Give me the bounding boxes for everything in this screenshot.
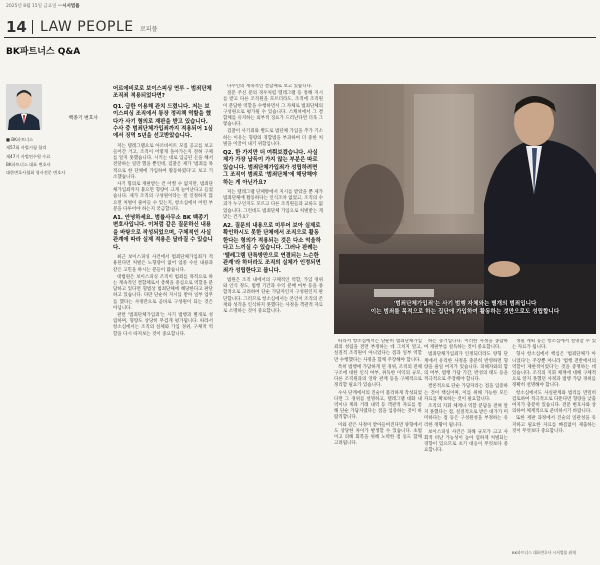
body-paragraph: 사기 혐의로 재판받는 건 어쩔 수 없지만, 범죄단체가입죄까지 붙으면 형량이 크게 늘어난다고 들었습니다. 제가 조직의 구성원이라는 걸 인정하지 않으면 처벌이 줄어들 수 있는지, 항소심에서 어떤 부분을 다투어야 하는지 궁금합니다. [113,182,213,212]
question-heading: Q1. 급한 이용해 관치 드렸니다. 저는 보이스피싱 조직에서 통장 정리책 역할을 했다가 사기 혐의로 재판을 받고 있습니다. 수사 중 범죄단체가입죄까지 적용되어 1심에서 징역 5년을 선고받았습니다. [113,103,213,140]
author-portrait [6,84,42,130]
body-paragraph: 최근 보이스피싱 사건에서 범죄단체가입죄가 적용된다면 처벌은 노형량이 없어 엄중 수신 내용과 같은 고민을 하시는 분들이 많습니다. [113,255,213,273]
question-heading: A1. 안녕하세요. 범률사무소 BK 백종기 변호사입니다. 이처럼 같은 질문하신 내용을 바탕으로 작성되었으며, 구체적인 사실관계에 따라 실제 적용은 달라질 수 있습니다. [113,215,213,251]
credential-item: 제57회 사법시험 합격 [6,145,47,151]
body-paragraph: 결론적으로 단순 가담자라는 점을 입증하는 것이 핵심이며, 이를 위해 가능한 모든 자료를 확보하는 것이 필요합니다. [424,384,508,402]
question-heading: A2. 질문의 내용으로 미루어 보아 실제로 확인하시도 못한 단체에서 조직으로 활동한다는 형의가 적용되는 것은 다소 억울하다고 느끼실 수 있습니다. 그러나 판례는 '텔레그램 단톡방만으로 연결되는 느슨한 관계'라 하더라도 조직의 실체가 인정되면 죄가 성립한다고 봅니다. [223,223,321,274]
body-paragraph: 따라서 항소심에서는 단순히 범죄단체가입죄의 성립을 전면 부정하는 데 그치지 말고, 실질적 조직원이 아니었다는 점과 일부 역할만 수행했다는 사정을 함께 주장해야 합니다. [334,339,422,363]
body-paragraph: 수사 단계에서의 진술이 불리하게 작성되었다면 그 경위를 설명하고, 텔레그램 대화 내역이나 계좌 거래 내역 등 객관적 자료를 통해 단순 가담자였다는 점을 입증하는 것이 바람직합니다. [334,390,422,421]
body-paragraph: 특히 범행에 가담하게 된 경위, 조직의 전체 구조에 대한 인식 여부, 취득한 이익의 규모, 다른 조직원과의 연락 관계 등을 구체적으로 정리할 필요가 있습니다. [334,364,422,389]
body-paragraph: 법원은 조직 내에서의 구체적인 역할, 가입 경위와 인식 정도, 범행 기간과 수익 분배 여부 등을 종합적으로 고려하여 단순 가담자인지 구성원인지 판단합니다. 그러므로 항소심에서는 본인이 조직의 존재와 성격을 인식하지 못했다는 사정을 객관적 자료로 소명하는 것이 중요합니다. [223,277,323,314]
article-photo [334,84,596,334]
article-column-1 [113,84,213,562]
photo-caption-line: 이는 범죄를 목적으로 하는 집단에 가입하여 활동하는 것만으로도 성립합니다 [370,309,560,315]
body-paragraph: 생될 계획 등은 항소심에서 설명할 수 있는 자료가 됩니다. [512,339,596,351]
body-paragraph: 형사 항소심에서 핵심은 '범죄단체가 아니었다'는 주장뿐 아니라 '범행 전반에서의 역할이 제한적이었다'는 것을 증명하는 데 있습니다. 조직의 지휘 체계에 대해 구체적으로 알지 못했던 사정과 범행 가담 경위를 정확히 설명해야 합니다. [512,352,596,389]
body-paragraph: 저는 텔레그램으로 아르바이트 모집 공고를 보고 들어간 거고, 조직이 어떻게 돌아가는지 전혀 구체를 알지 못했습니다. 시키는 대로 입금된 돈을 해서 전달하는 일만 했을 뿐인데, 검찰은 제가 '범죄를 목적으로 한 단체에 가입하여 활동하였다'고 보고 기소했습니다. [113,143,213,180]
article-column-4 [424,339,508,561]
paper-name: ㅡ시서법률 [57,4,80,9]
article-column-3 [334,339,422,561]
body-paragraph: 보이스피싱 사건은 피해 규모가 크고 사회적 비난 가능성이 높아 엄하게 처벌되는 경향이 있으므로 초기 대응이 무엇보다 중요합니다. [424,429,508,454]
credential-item: 대한변호사협회 형사전문 변호사 [6,170,66,176]
body-paragraph: 범죄단체가입죄가 인정되더라도 양형 단계에서 유리한 사정을 충분히 반영하면 형량을 줄일 여지가 있습니다. 피해자와의 합의 여부, 범행 가담 기간, 반성의 태도 등을 적극적으로 주장해야 합니다. [424,352,508,383]
body-paragraph: 조직의 지휘 체계나 역할 분담을 전혀 알지 못했다는 점, 실질적으로 받은 대가가 미미하다는 점 등은 구성원성을 부정하는 유리한 정황이 됩니다. [424,404,508,428]
body-paragraph: 또한 재판 과정에서 진술의 일관성을 유지하고 필요한 자료를 빠짐없이 제출하는 것이 무엇보다 중요합니다. [512,416,596,434]
article-column-2 [223,84,323,562]
credential-item: 제47기 사법연수원 수료 [6,153,51,159]
body-paragraph: 대법원은 보이스피싱 조직이 범죄를 목적으로 하는 계속적인 결합체로서 총책을 중심으로 역할을 분담하고 있다면 형법상 범죄단체에 해당한다고 판단하고 있습니다. 다만 단순히 지시를 받아 일부 업무를 했다는 사정만으로 곧바로 구성원이 되는 것은 아닙니다. [113,274,213,311]
header-divider [32,20,33,34]
article-column-5 [512,339,596,561]
body-paragraph: 이와 같은 사정이 받아들여진다면 양형에서도 상당한 차이가 발생할 수 있습니다. 초범이고 피해 회복을 위해 노력한 점 등도 함께 고려됩니다. [334,422,422,447]
author-name: 백종기 변호사 [68,116,98,121]
question-heading: Q2. 한 가지만 더 여쭤보겠습니다. 사실 제가 가장 납득이 가지 않는 부분은 따로 있습니다. 범죄단체가입죄가 성립하려면 그 조직이 범죄로 '범죄단체'에 해당해야 하는 게 아닌가요? [223,150,318,186]
page-header [4,16,596,38]
section-title: LAW PEOPLE [40,19,134,35]
article-byline: BK파트너스 대표변호사 시서법률 취재 [512,550,576,555]
body-paragraph: 관련 '범죄단체가입죄'는 사기 범행과 별개로 성립하며, 형량도 상당히 무겁게 평가됩니다. 따라서 항소심에서는 조직의 실체와 가입 경위, 구체적 역할을 다시 따져보는 것이 중요합니다. [113,312,213,337]
photo-caption [336,300,594,316]
body-paragraph: 하는 증거입니다. 이러한 사정을 종합하여 재판부를 설득하는 것이 중요합니다. [424,339,508,351]
section-title-korean: 로피플 [140,26,158,33]
lawyer-desk-photo [334,84,596,334]
photo-caption-line: '범죄단체가입죄'는 사기 범행 자체와는 별개의 범죄입니다 [393,301,537,307]
body-paragraph: 질문 주신 분의 경우처럼 텔레그램 등 통해 지시를 받고 다른 조직원을 모르더라도, 조직에 조직원이 분담한 역할을 수행하면서 그 자체로 범죄단체의 구성원으로 평가될 수 있습니다. 스캐쳐에서 그 결합체를 유지하는 외부적 징표가 드러난다면 더욱 그렇습니다. [223,91,323,128]
article-title: BK파트너스 Q&A [6,47,81,57]
author-credentials [6,136,98,177]
page-number: 14 [6,18,27,36]
body-paragraph: 저는 텔레그램 단체방에서 지시를 받았을 뿐 제가 범죄단체에 활동하다는 인식조차 없었고, 조직의 수괴가 누구인지도 모르고 다른 조직원들과 교류도 없었습니다. 그런데도 범죄단체 가입으로 처벌받는 게 맞는 건가요? [223,190,323,220]
dateline-text: 2025년 8월 15일 금요일 [6,4,57,9]
body-paragraph: 검찰이 사기죄와 별도로 범단체 가입을 추가 기소하는 이유는 형량의 경합범을 부과하여 더 중한 처벌을 이끌어 내기 위함입니다. [223,129,323,147]
masthead-dateline [6,3,80,9]
question-heading: 어르에비로로 보이스피싱 연루 – 범죄단체조직죄 적용되었다면? [113,86,212,100]
credential-item: BK파트너스 대표 변호사 [6,161,51,167]
body-paragraph: 다수인의 계속적인 결합체로 보고 있습니다. [227,84,313,89]
credential-item: ■ BK파트너스 [6,137,34,142]
body-paragraph: 항소심에서도 사실관계와 법리를 면밀히 검토하여 적극적으로 다툰다면 형량을 낮출 여지가 충분히 있습니다. 전문 변호사와 상의하여 체계적으로 준비하시기 바랍니다. [512,390,596,415]
